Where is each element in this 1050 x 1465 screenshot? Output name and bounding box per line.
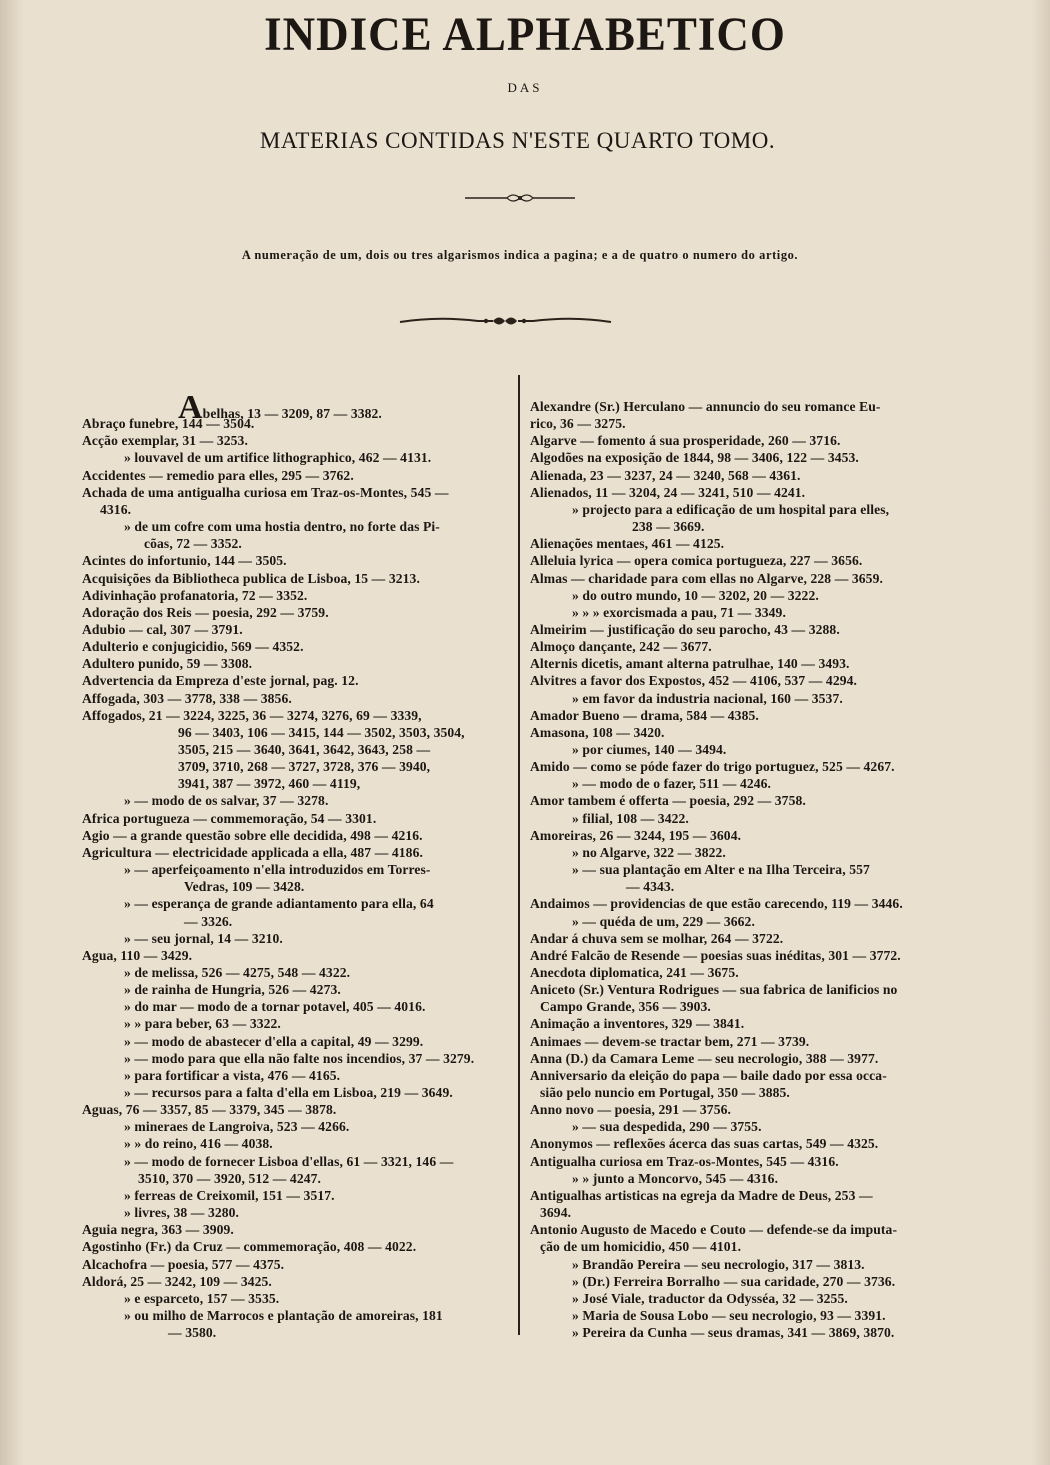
index-entry-text: » — quéda de um, 229 — 3662. [572,913,755,929]
index-entry [530,758,895,775]
index-entry [124,1307,443,1324]
index-entry-text: » projecto para a edificação de um hospital para elles, [572,501,890,517]
page-title: INDICE ALPHABETICO [264,7,786,61]
index-entry-text: Africa portugueza — commemoração, 54 — 3301. [82,810,377,826]
index-entry-text: » Maria de Sousa Lobo — seu necrologio, 93 — 3391. [572,1307,886,1323]
index-entry-text: Amor tambem é offerta — poesia, 292 — 3758. [530,793,806,809]
index-entry [124,998,425,1015]
index-entry-text: Alcachofra — poesia, 577 — 4375. [82,1256,285,1272]
index-entry-text: Amador Bueno — drama, 584 — 4385. [530,707,759,723]
index-entry [572,501,889,518]
index-entry-text: 3694. [540,1205,572,1221]
index-entry [168,1324,216,1341]
index-entry-text: ção de um homicidio, 450 — 4101. [540,1239,742,1255]
index-entry [178,758,430,775]
index-entry-text: Anecdota diplomatica, 241 — 3675. [530,964,739,980]
index-entry-text: Anniversario da eleição do papa — baile dado por essa occa- [530,1067,887,1083]
index-entry-text: » — modo de fornecer Lisboa d'ellas, 61 — 3321, 146 — [124,1153,454,1169]
index-entry [530,895,903,912]
index-entry [124,1067,340,1084]
index-entry [540,998,711,1015]
index-entry-text: — 3326. [184,913,233,929]
index-entry-text: » de rainha de Hungria, 526 — 4273. [124,982,341,998]
index-entry-text: » — modo de abastecer d'ella a capital, 49 — 3299. [124,1033,424,1049]
index-entry-text: Amido — como se póde fazer do trigo portuguez, 525 — 4267. [530,759,895,775]
index-entry [184,878,304,895]
index-entry-text: » — modo para que ella não falte nos incendios, 37 — 3279. [124,1050,475,1066]
index-entry-text: Acquisições da Bibliotheca publica de Lisboa, 15 — 3213. [82,570,420,586]
index-entry [530,621,840,638]
index-entry [82,432,248,449]
index-entry [82,655,252,672]
index-entry [124,1033,423,1050]
index-entry [124,1290,279,1307]
index-entry [82,844,423,861]
index-entry [178,775,360,792]
index-entry-text: » ou milho de Marrocos e plantação de amoreiras, 181 [124,1307,443,1323]
index-entry [178,724,465,741]
index-entry-text: Anno novo — poesia, 291 — 3756. [530,1102,731,1118]
index-entry-text: 238 — 3669. [632,519,705,535]
index-entry [82,810,376,827]
index-entry [572,604,786,621]
index-entry [530,930,783,947]
index-entry-text: » — recursos para a falta d'ella em Lisboa, 219 — 3649. [124,1085,453,1100]
index-entry-text: Adultero punido, 59 — 3308. [82,656,253,672]
index-entry-text: Animação a inventores, 329 — 3841. [530,1016,745,1032]
index-entry-text: » — sua despedida, 290 — 3755. [572,1119,762,1135]
index-entry-text: 4316. [100,501,132,517]
index-entry-text: » (Dr.) Ferreira Borralho — sua caridade, 270 — 3736. [572,1273,896,1289]
index-entry [572,587,819,604]
index-entry-text: Aguas, 76 — 3357, 85 — 3379, 345 — 3878. [82,1102,337,1118]
index-entry-text: — 3580. [168,1325,217,1341]
index-entry-text: Antonio Augusto de Macedo e Couto — defende-se da imputa- [530,1222,898,1238]
index-entry-text: Anonymos — reflexões ácerca das suas cartas, 549 — 4325. [530,1136,879,1152]
index-entry-text: Amoreiras, 26 — 3244, 195 — 3604. [530,827,742,843]
index-entry [82,1238,416,1255]
index-entry-text: Alexandre (Sr.) Herculano — annuncio do seu romance Eu- [530,399,881,414]
index-entry [530,1187,873,1204]
page-binding-shadow [0,0,24,1465]
index-entry [82,1221,234,1238]
index-entry [82,638,304,655]
index-entry-text: » livres, 38 — 3280. [124,1205,240,1221]
index-entry [572,1290,848,1307]
index-entry-text: Aniceto (Sr.) Ventura Rodrigues — sua fabrica de lanificios no [530,982,898,998]
index-entry [82,552,287,569]
index-entry [572,741,726,758]
index-entry [124,964,350,981]
index-entry [572,844,726,861]
index-entry-text: Aguia negra, 363 — 3909. [82,1222,234,1238]
index-entry [124,792,328,809]
index-entry-text: 3709, 3710, 268 — 3727, 3728, 376 — 3940, [178,759,431,775]
index-entry [530,467,801,484]
index-entry [540,1084,790,1101]
index-entry [530,707,759,724]
index-entry-text: » louvavel de um artifice lithographico, 462 — 4131. [124,450,432,466]
index-entry [572,1118,762,1135]
index-entry [530,964,739,981]
index-entry-text: » » junto a Moncorvo, 545 — 4316. [572,1170,779,1186]
index-entry-text: 96 — 3403, 106 — 3415, 144 — 3502, 3503, 3504, [178,724,465,740]
index-entry [124,981,341,998]
index-entry-text: » ferreas de Creixomil, 151 — 3517. [124,1187,335,1203]
index-entry-text: Agostinho (Fr.) da Cruz — commemoração, 408 — 4022. [82,1239,417,1255]
index-entry-text: Advertencia da Empreza d'este jornal, pag. 12. [82,673,359,689]
index-entry-text: » José Viale, traductor da Odysséa, 32 — 3255. [572,1290,848,1306]
index-entry-text: » — seu jornal, 14 — 3210. [124,930,283,946]
index-entry [82,415,254,432]
index-entry [572,810,689,827]
index-entry [530,535,724,552]
index-entry [530,655,850,672]
index-entry-text: Campo Grande, 356 — 3903. [540,999,711,1015]
index-entry-text: » de um cofre com uma hostia dentro, no forte das Pi- [124,519,440,535]
index-entry [530,1033,809,1050]
index-entry [184,913,232,930]
index-entry-text: Alienada, 23 — 3237, 24 — 3240, 568 — 4361. [530,467,801,483]
index-entry [530,449,859,466]
index-entry-text: » em favor da industria nacional, 160 — 3537. [572,690,843,706]
index-entry-text: Adivinhação profanatoria, 72 — 3352. [82,587,308,603]
index-entry-text: » no Algarve, 322 — 3822. [572,844,726,860]
index-entry [572,775,771,792]
index-entry-text: Andaimos — providencias de que estão carecendo, 119 — 3446. [530,896,903,912]
index-entry [124,1135,273,1152]
index-entry [572,1256,865,1273]
index-entry-text: Aldorá, 25 — 3242, 109 — 3425. [82,1273,272,1289]
index-entry-text: Antigualha curiosa em Traz-os-Montes, 545 — 4316. [530,1153,839,1169]
index-entry-text: Alternis dicetis, amant alterna patrulhae, 140 — 3493. [530,656,850,672]
index-entry-text: André Falcão de Resende — poesias suas inéditas, 301 — 3772. [530,947,901,963]
index-entry-text: Alienados, 11 — 3204, 24 — 3241, 510 — 4241. [530,484,806,500]
index-entry [82,587,307,604]
index-entry-text: — 4343. [626,879,675,895]
index-entry [530,638,712,655]
index-entry [530,398,881,415]
index-entry-text: belhas, 13 — 3209, 87 — 3382. [202,406,382,421]
index-entry [572,1324,894,1341]
index-entry [124,861,431,878]
index-entry [572,913,755,930]
index-entry-text: » mineraes de Langroiva, 523 — 4266. [124,1119,350,1135]
index-entry [572,690,843,707]
index-entry [138,1170,321,1187]
index-entry-text: Animaes — devem-se tractar bem, 271 — 3739. [530,1033,810,1049]
index-entry-text: » — modo de os salvar, 37 — 3278. [124,793,329,809]
index-entry [530,947,901,964]
index-entry-text: Affogada, 303 — 3778, 338 — 3856. [82,690,292,706]
index-entry-text: » filial, 108 — 3422. [572,810,689,826]
index-entry-text: » do outro mundo, 10 — 3202, 20 — 3222. [572,587,819,603]
index-entry [82,621,243,638]
index-entry-text: Andar á chuva sem se molhar, 264 — 3722. [530,930,784,946]
index-entry-text: Amasona, 108 — 3420. [530,724,665,740]
index-entry [540,1238,741,1255]
index-entry [82,1273,272,1290]
index-entry-text: » — sua plantação em Alter e na Ilha Terceira, 557 [572,862,870,878]
index-entry-text: Adubio — cal, 307 — 3791. [82,621,243,637]
index-entry [82,827,423,844]
index-entry-text: Algodões na exposição de 1844, 98 — 3406, 122 — 3453. [530,450,859,466]
page-subtitle: MATERIAS CONTIDAS N'ESTE QUARTO TOMO. [259,128,776,153]
index-entry [632,518,704,535]
index-entry-text: » por ciumes, 140 — 3494. [572,742,727,757]
index-entry [124,1118,349,1135]
index-entry-text: Acção exemplar, 31 — 3253. [82,433,248,449]
index-entry [530,484,805,501]
index-entry [82,484,449,501]
index-entry-text: Alleluia lyrica — opera comica portugueza, 227 — 3656. [530,553,863,569]
index-entry [572,1273,895,1290]
index-entry-text: » » do reino, 416 — 4038. [124,1136,273,1152]
index-entry-text: » — aperfeiçoamento n'ella introduzidos em Torres- [124,862,431,878]
index-entry-text: » — esperança de grande adiantamento para ella, 64 [124,896,434,912]
index-entry-text: » » » exorcismada a pau, 71 — 3349. [572,604,786,620]
index-entry [530,672,857,689]
index-entry-text: Agricultura — electricidade applicada a ella, 487 — 4186. [82,844,423,860]
index-entry-text: Algarve — fomento á sua prosperidade, 260 — 3716. [530,433,841,449]
index-entry-text: » do mar — modo de a tornar potavel, 405 — 4016. [124,999,426,1015]
index-entry [572,1170,778,1187]
column-divider [518,375,520,1335]
index-entry [530,981,897,998]
index-entry [530,1067,887,1084]
index-entry-text: » de melissa, 526 — 4275, 548 — 4322. [124,964,351,980]
index-entry-text: » Pereira da Cunha — seus dramas, 341 — 3869, 3870. [572,1325,895,1341]
index-entry [530,1135,878,1152]
index-entry [530,432,841,449]
index-entry-text: » — modo de o fazer, 511 — 4246. [572,776,772,792]
index-entry-text: Agio — a grande questão sobre elle decidida, 498 — 4216. [82,827,423,843]
index-entry-text: » e esparceto, 157 — 3535. [124,1290,280,1306]
index-entry-text: Almas — charidade para com ellas no Algarve, 228 — 3659. [530,570,883,586]
index-entry-text: » para fortificar a vista, 476 — 4165. [124,1067,341,1083]
index-entry [82,707,422,724]
index-entry [178,741,430,758]
index-entry-text: » Brandão Pereira — seu necrologio, 317 — 3813. [572,1256,865,1272]
numbering-note: A numeração de um, dois ou tres algarismos indica a pagina; e a de quatro o numero do artigo. [241,248,799,262]
index-entry [100,501,131,518]
index-entry-text: sião pelo nuncio em Portugal, 350 — 3885. [540,1085,790,1100]
index-entry [530,792,806,809]
index-entry-text: Anna (D.) da Camara Leme — seu necrologio, 388 — 3977. [530,1050,879,1066]
index-entry [82,672,359,689]
index-entry [530,1221,897,1238]
index-entry-text: Abraço funebre, 144 — 3504. [82,416,255,432]
drop-cap-letter: A [178,389,203,426]
index-entry-text: Antigualhas artisticas na egreja da Madre de Deus, 253 — [530,1187,873,1203]
index-entry-text: Agua, 110 — 3429. [82,947,193,963]
index-entry-text: Achada de uma antigualha curiosa em Traz-os-Montes, 545 — [82,484,449,500]
index-entry [82,467,354,484]
index-entry [530,724,665,741]
index-entry [530,1050,878,1067]
index-entry [144,535,242,552]
index-entry [530,1153,839,1170]
index-entry [530,415,626,432]
index-entry [82,690,292,707]
index-entry-text: Vedras, 109 — 3428. [184,879,305,895]
index-entry [124,1050,474,1067]
index-entry [530,1015,744,1032]
index-entry [124,930,283,947]
index-entry [124,1084,453,1101]
index-entry [124,1153,453,1170]
index-entry [124,1187,335,1204]
index-entry-text: rico, 36 — 3275. [530,416,626,432]
index-entry-text: 3941, 387 — 3972, 460 — 4119, [178,776,361,792]
title-connector: DAS [507,80,543,95]
index-entry [530,1101,731,1118]
index-entry [626,878,674,895]
index-entry-text: 3510, 370 — 3920, 512 — 4247. [138,1170,322,1186]
index-entry [540,1204,571,1221]
index-entry-text: » » para beber, 63 — 3322. [124,1016,281,1032]
index-entry [82,1101,336,1118]
page-edge-shadow [1032,0,1050,1465]
index-entry-text: Accidentes — remedio para elles, 295 — 3762. [82,467,354,483]
index-entry [124,1204,239,1221]
index-entry [530,552,862,569]
index-entry-text: 3505, 215 — 3640, 3641, 3642, 3643, 258 — [178,742,431,757]
index-entry [572,861,870,878]
index-entry-text: Almoço dançante, 242 — 3677. [530,639,712,655]
index-entry-text: Alvitres a favor dos Expostos, 452 — 4106, 537 — 4294. [530,673,858,689]
index-entry [124,895,434,912]
index-entry [82,570,420,587]
index-entry-text: Acintes do infortunio, 144 — 3505. [82,553,287,569]
index-entry-text: Almeirim — justificação do seu parocho, 43 — 3288. [530,621,840,637]
index-entry-text: Adulterio e conjugicidio, 569 — 4352. [82,639,304,655]
ornament-rule-top [455,190,585,206]
ornament-rule-bottom [398,312,613,332]
index-entry-text: Affogados, 21 — 3224, 3225, 36 — 3274, 3276, 69 — 3339, [82,707,422,723]
index-entry [124,449,431,466]
index-entry-text: cõas, 72 — 3352. [144,536,242,552]
index-entry [572,1307,886,1324]
index-entry-text: Adoração dos Reis — poesia, 292 — 3759. [82,604,329,620]
index-entry-text: Alienações mentaes, 461 — 4125. [530,536,725,552]
index-entry [124,518,440,535]
index-entry [82,604,329,621]
index-entry [530,827,741,844]
index-entry [124,1015,281,1032]
index-entry [82,947,192,964]
index-entry [82,1256,284,1273]
index-entry [530,570,883,587]
